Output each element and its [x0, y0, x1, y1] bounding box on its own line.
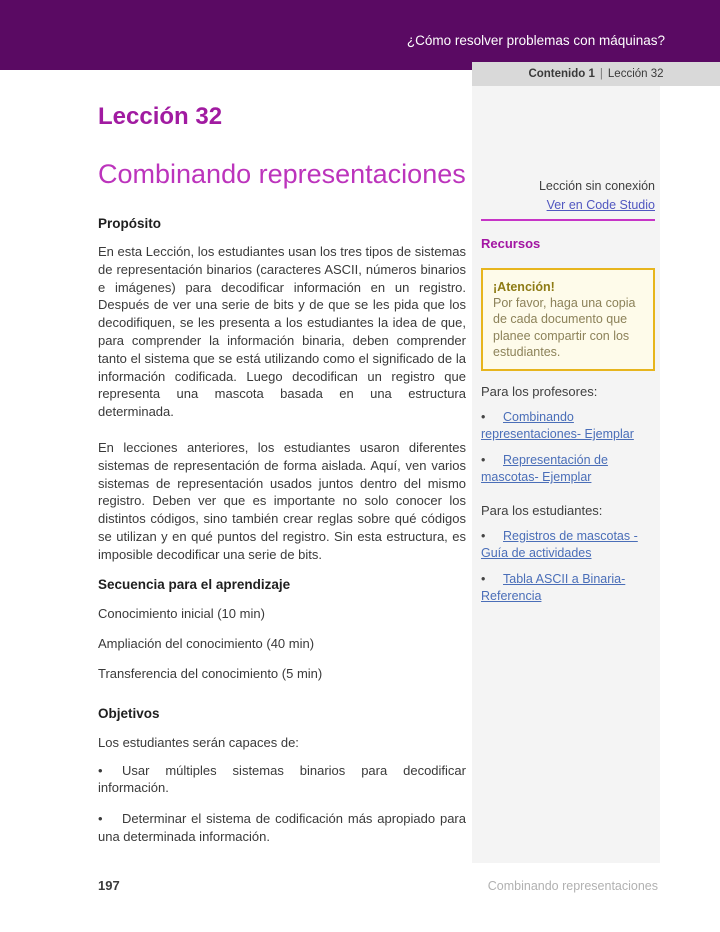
student-resource-link-tabla-ascii[interactable]: Tabla ASCII a Binaria- Referencia	[481, 572, 626, 604]
teacher-resource-link-mascotas[interactable]: Representación de mascotas- Ejemplar	[481, 453, 608, 485]
unit-lesson-tab	[472, 62, 720, 86]
sequence-heading: Secuencia para el aprendizaje	[98, 576, 291, 592]
list-item	[481, 528, 655, 562]
list-item	[481, 571, 655, 605]
course-title: ¿Cómo resolver problemas con máquinas?	[406, 32, 665, 48]
bullet-icon: •	[481, 529, 486, 544]
lesson-title-heading: Combinando representaciones	[98, 159, 466, 189]
attention-body: Por favor, haga una copia de cada documento que planee compartir con los estudiantes.	[493, 296, 636, 359]
purpose-paragraph: En esta Lección, los estudiantes usan los tres tipos de sistemas de representación binarios (caracteres ASCII, números binarios e imágenes) para decodificar información en un registro. Después de ver una serie de bits y de que se les pida que los decodifiquen, se les presenta a los estudiantes la idea de que, para comprender la información binaria, deben comprender tanto el sistema que se está utilizando como el significado de la información codificada. Luego decodifican un registro que representa una mascota basada en una estructura determinada.	[98, 244, 466, 420]
objectives-heading: Objetivos	[98, 705, 160, 721]
footer-lesson-title: Combinando representaciones	[487, 879, 658, 893]
sequence-item: Ampliación del conocimiento (40 min)	[98, 635, 315, 651]
page-number: 197	[98, 878, 120, 893]
purpose-paragraph: En lecciones anteriores, los estudiantes usaron diferentes sistemas de representación de forma aislada. Aquí, ven varios sistemas de representación usados juntos dentro del mismo registro. Deben ver que es importante no solo conocer los distintos códigos, sino también crear reglas sobre qué códigos se utilizan y en qué puntos del registro. Sin esta estructura, es imposible decodificar una serie de bits.	[98, 439, 466, 562]
bullet-icon: •	[481, 453, 486, 468]
bullet-icon: •	[481, 410, 486, 425]
list-item	[481, 409, 655, 443]
student-resource-link-registros[interactable]: Registros de mascotas - Guía de actividades	[481, 529, 638, 561]
bullet-icon: •	[481, 572, 486, 587]
objectives-intro: Los estudiantes serán capaces de:	[98, 734, 299, 750]
objective-item	[98, 810, 466, 846]
bullet-icon: •	[98, 811, 103, 827]
sequence-item: Conocimiento inicial (10 min)	[98, 605, 265, 621]
sidebar-divider	[481, 219, 655, 221]
lesson-body	[98, 0, 466, 846]
objective-item	[98, 762, 466, 798]
page-footer	[98, 878, 658, 893]
list-item	[481, 452, 655, 486]
lesson-number-heading: Lección 32	[98, 103, 223, 130]
objective-text: Usar múltiples sistemas binarios para decodificar información.	[98, 762, 466, 796]
teachers-heading: Para los profesores:	[481, 384, 598, 400]
attention-callout	[481, 268, 655, 371]
objective-text: Determinar el sistema de codificación más apropiado para una determinada información.	[98, 811, 466, 844]
code-studio-link[interactable]: Ver en Code Studio	[546, 198, 655, 212]
students-heading: Para los estudiantes:	[481, 503, 603, 519]
resources-heading: Recursos	[481, 236, 541, 251]
bullet-icon: •	[98, 762, 103, 778]
attention-title: ¡Atención!	[493, 280, 555, 294]
tab-separator: |	[599, 68, 603, 80]
teacher-resource-link-ejemplar[interactable]: Combinando representaciones- Ejemplar	[481, 410, 634, 442]
offline-lesson-label: Lección sin conexión	[538, 179, 655, 193]
unit-label: Contenido 1	[528, 68, 595, 80]
lesson-label: Lección 32	[607, 68, 664, 80]
sequence-item: Transferencia del conocimiento (5 min)	[98, 665, 323, 681]
resources-sidebar	[472, 86, 660, 863]
purpose-heading: Propósito	[98, 216, 161, 231]
